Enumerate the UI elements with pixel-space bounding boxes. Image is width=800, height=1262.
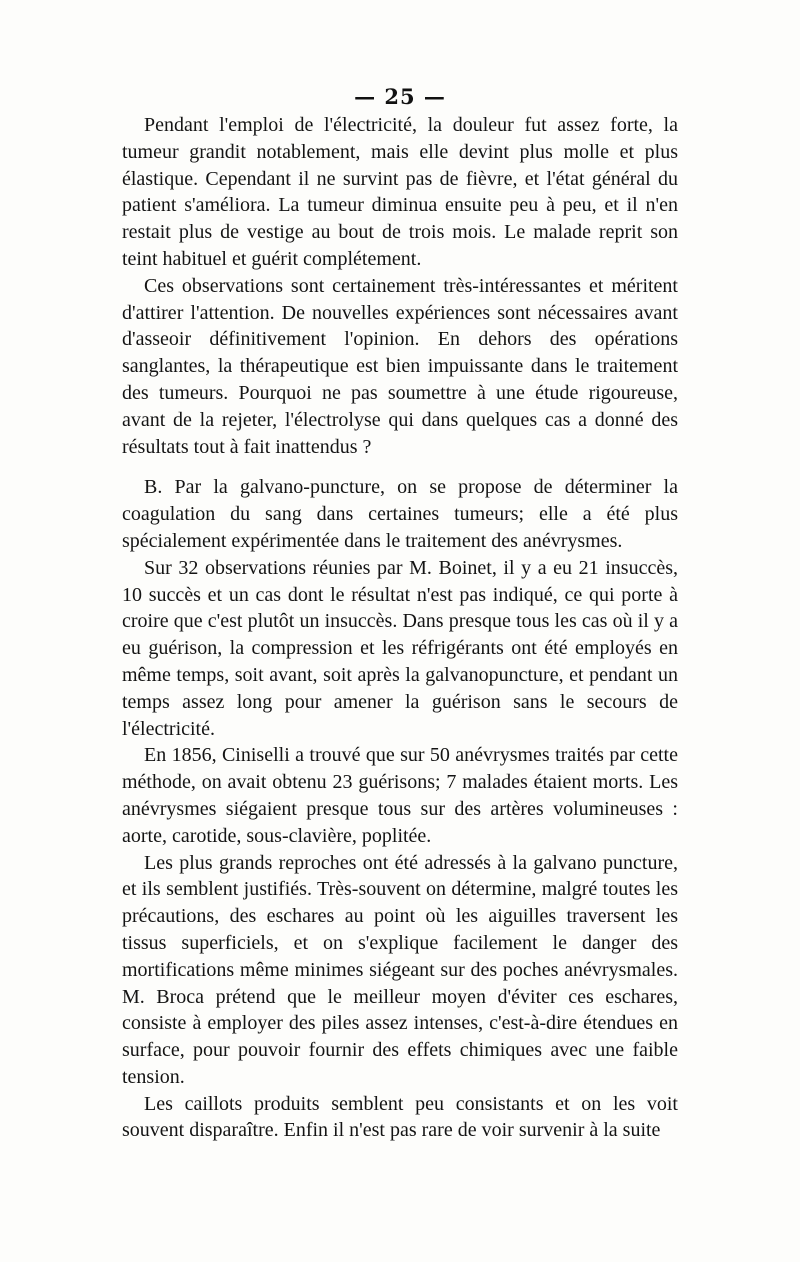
paragraph-7: Les caillots produits semblent peu consistants et on les voit souvent disparaître. Enfin il n'est pas rare de voir survenir à la suite	[122, 1092, 678, 1142]
paragraph-4: Sur 32 observations réunies par M. Boinet, il y a eu 21 insuccès, 10 succès et un cas dont le résultat n'est pas indiqué, ce qui porte à croire que c'est plutôt un insuccès. Dans presque tous les cas où il y a eu guérison, la compression et les réfrigérants ont été employés en même temps, soit avant, soit après la galvanopuncture, et pendant un temps assez long pour amener la guérison sans le secours de l'électricité.	[122, 556, 678, 740]
paragraph-1: Pendant l'emploi de l'électricité, la douleur fut assez forte, la tumeur grandit notablement, mais elle devint plus molle et plus élastique. Cependant il ne survint pas de fièvre, et l'état général du patient s'améliora. La tumeur diminua ensuite peu à peu, et il n'en restait plus de vestige au bout de trois mois. Le malade reprit son teint habituel et guérit complétement.	[122, 114, 678, 270]
paragraph-2: Ces observations sont certainement très-intéressantes et méritent d'attirer l'attention. De nouvelles expériences sont nécessaires avant d'asseoir définitivement l'opinion. En dehors des opérations sanglantes, la thérapeutique est bien impuissante dans le traitement des tumeurs. Pourquoi ne pas soumettre à une étude rigoureuse, avant de la rejeter, l'électrolyse qui dans quelques cas a donné des résultats tout à fait inattendus ?	[122, 274, 678, 458]
paragraph-5: En 1856, Ciniselli a trouvé que sur 50 anévrysmes traités par cette méthode, on avait obtenu 23 guérisons; 7 malades étaient morts. Les anévrysmes siégaient presque tous sur des artères volumineuses : aorte, carotide, sous-clavière, poplitée.	[122, 744, 678, 847]
paragraph-6: Les plus grands reproches ont été adressés à la galvano puncture, et ils semblent justifiés. Très-souvent on détermine, malgré toutes les précautions, des eschares au point où les aiguilles traversent les tissus superficiels, et on s'explique facilement le danger des mortifications même minimes siégeant sur des poches anévrysmales. M. Broca prétend que le meilleur moyen d'éviter ces eschares, consiste à employer des piles assez intenses, c'est-à-dire étendues en surface, pour pouvoir fournir des effets chimiques avec une faible tension.	[122, 851, 678, 1088]
page-number: — 25 —	[354, 84, 446, 109]
paragraph-3: B. Par la galvano-puncture, on se propose de déterminer la coagulation du sang dans certaines tumeurs; elle a été plus spécialement expérimentée dans le traitement des anévrysmes.	[122, 476, 678, 552]
body-text	[122, 112, 678, 1144]
